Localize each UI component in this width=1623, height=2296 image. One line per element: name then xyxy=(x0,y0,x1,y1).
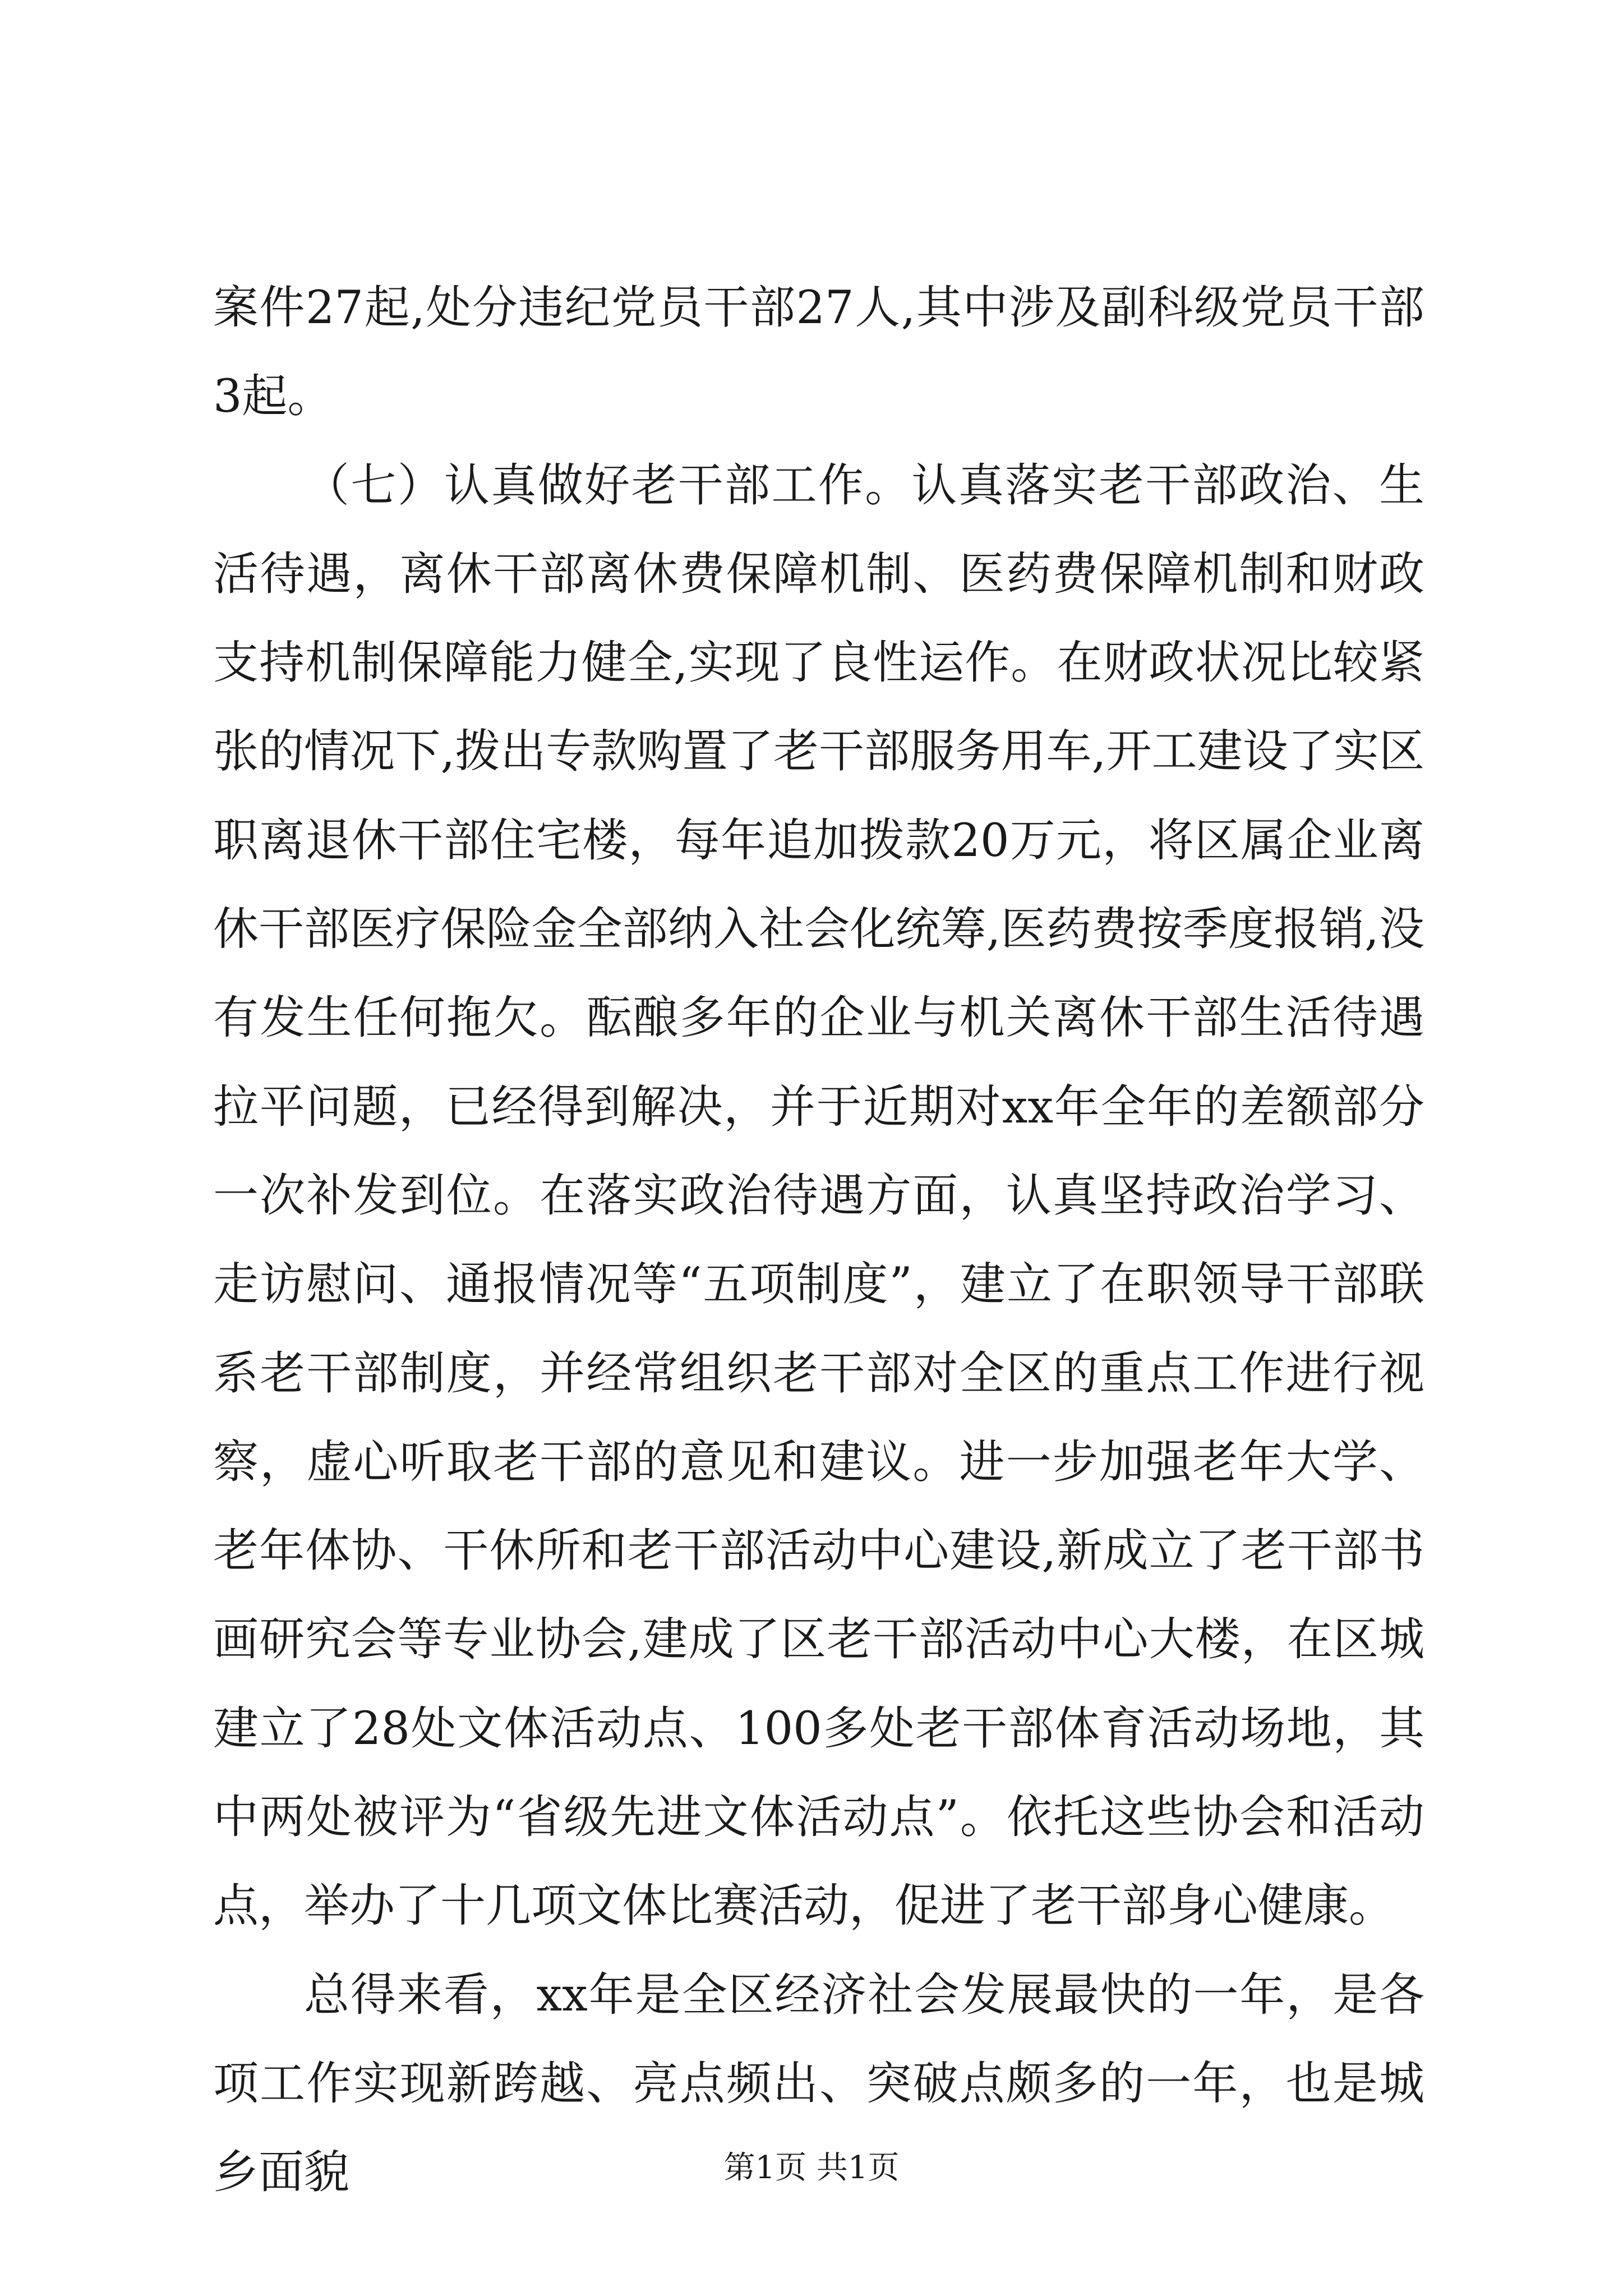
paragraph-overall-summary: 总得来看，xx年是全区经济社会发展最快的一年，是各项工作实现新跨越、亮点频出、突破点颇多的一年，也是城乡面貌 xyxy=(213,1968,1424,2200)
document-body xyxy=(213,264,1424,2217)
paragraph-veteran-cadre-work: （七）认真做好老干部工作。认真落实老干部政治、生活待遇，离休干部离休费保障机制、医药费保障机制和财政支持机制保障能力健全,实现了良性运作。在财政状况比较紧张的情况下,拨出专款购置了老干部服务用车,开工建设了实区职离退休干部住宅楼，每年追加拨款20万元，将区属企业离休干部医疗保险金全部纳入社会化统筹,医药费按季度报销,没有发生任何拖欠。酝酿多年的企业与机关离休干部生活待遇拉平问题，已经得到解决，并于近期对xx年全年的差额部分一次补发到位。在落实政治待遇方面，认真坚持政治学习、走访慰问、通报情况等“五项制度”，建立了在职领导干部联系老干部制度，并经常组织老干部对全区的重点工作进行视察，虚心听取老干部的意见和建议。进一步加强老年大学、老年体协、干休所和老干部活动中心建设,新成立了老干部书画研究会等专业协会,建成了区老干部活动中心大楼，在区城建立了28处文体活动点、100多处老干部体育活动场地，其中两处被评为“省级先进文体活动点”。依托这些协会和活动点，举办了十几项文体比赛活动，促进了老干部身心健康。 xyxy=(213,459,1424,1933)
page-number-label: 第1页 共1页 xyxy=(723,2150,900,2186)
page-footer xyxy=(0,2148,1623,2188)
paragraph-case-summary: 案件27起,处分违纪党员干部27人,其中涉及副科级党员干部3起。 xyxy=(213,282,1424,424)
